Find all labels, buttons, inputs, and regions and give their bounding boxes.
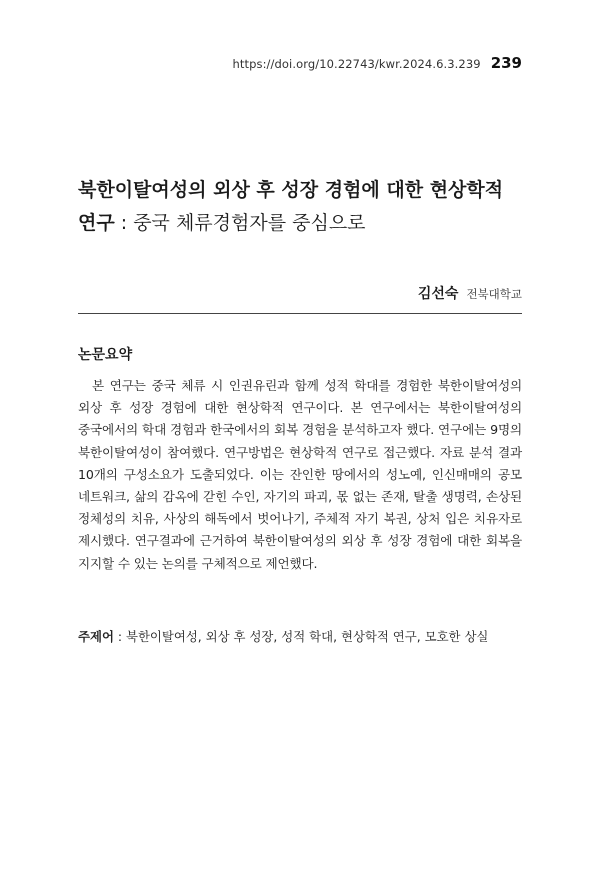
keywords-separator: : [113,629,126,644]
page-number: 239 [490,54,522,72]
abstract-body: 본 연구는 중국 체류 시 인권유린과 함께 성적 학대를 경험한 북한이탈여성의 외상 후 성장 경험에 대한 현상학적 연구이다. 본 연구에서는 북한이탈여성의 중국에서의 학대 경험과 한국에서의 회복 경험을 분석하고자 했다. 연구에는 9명의 북한이탈여성이 참여했다. 연구방법은 현상학적 연구로 접근했다. 자료 분석 결과 10개의 구성소요가 도출되었다. 이는 잔인한 땅에서의 성노예, 인신매매의 공모 네트워크, 삶의 감옥에 갇힌 수인, 자기의 파괴, 몫 없는 존재, 탈출 생명력, 손상된 정체성의 치유, 사상의 해독에서 벗어나기, 주체적 자기 복권, 상처 입은 치유자로 제시했다. 연구결과에 근거하여 북한이탈여성의 외상 후 성장 경험에 대한 회복을 지지할 수 있는 논의를 구체적으로 제언했다. [78,378,522,571]
keywords-label: 주제어 [78,629,114,644]
abstract-heading: 논문요약 [78,347,133,363]
running-header [232,54,522,72]
author-name: 김선숙 [417,286,459,302]
keywords-list: 북한이탈여성, 외상 후 성장, 성적 학대, 현상학적 연구, 모호한 상실 [125,629,489,644]
title-subtitle-line [78,207,538,240]
author-affiliation: 전북대학교 [466,287,522,301]
article-title [78,174,538,240]
divider [78,313,522,314]
doi-link[interactable]: https://doi.org/10.22743/kwr.2024.6.3.239 [232,57,481,71]
title-line2-word: 연구 [78,212,115,234]
author-block [418,283,522,303]
keywords [78,627,538,647]
title-subtitle: : 중국 체류경험자를 중심으로 [114,212,366,234]
title-main: 북한이탈여성의 외상 후 성장 경험에 대한 현상학적 [78,179,504,201]
